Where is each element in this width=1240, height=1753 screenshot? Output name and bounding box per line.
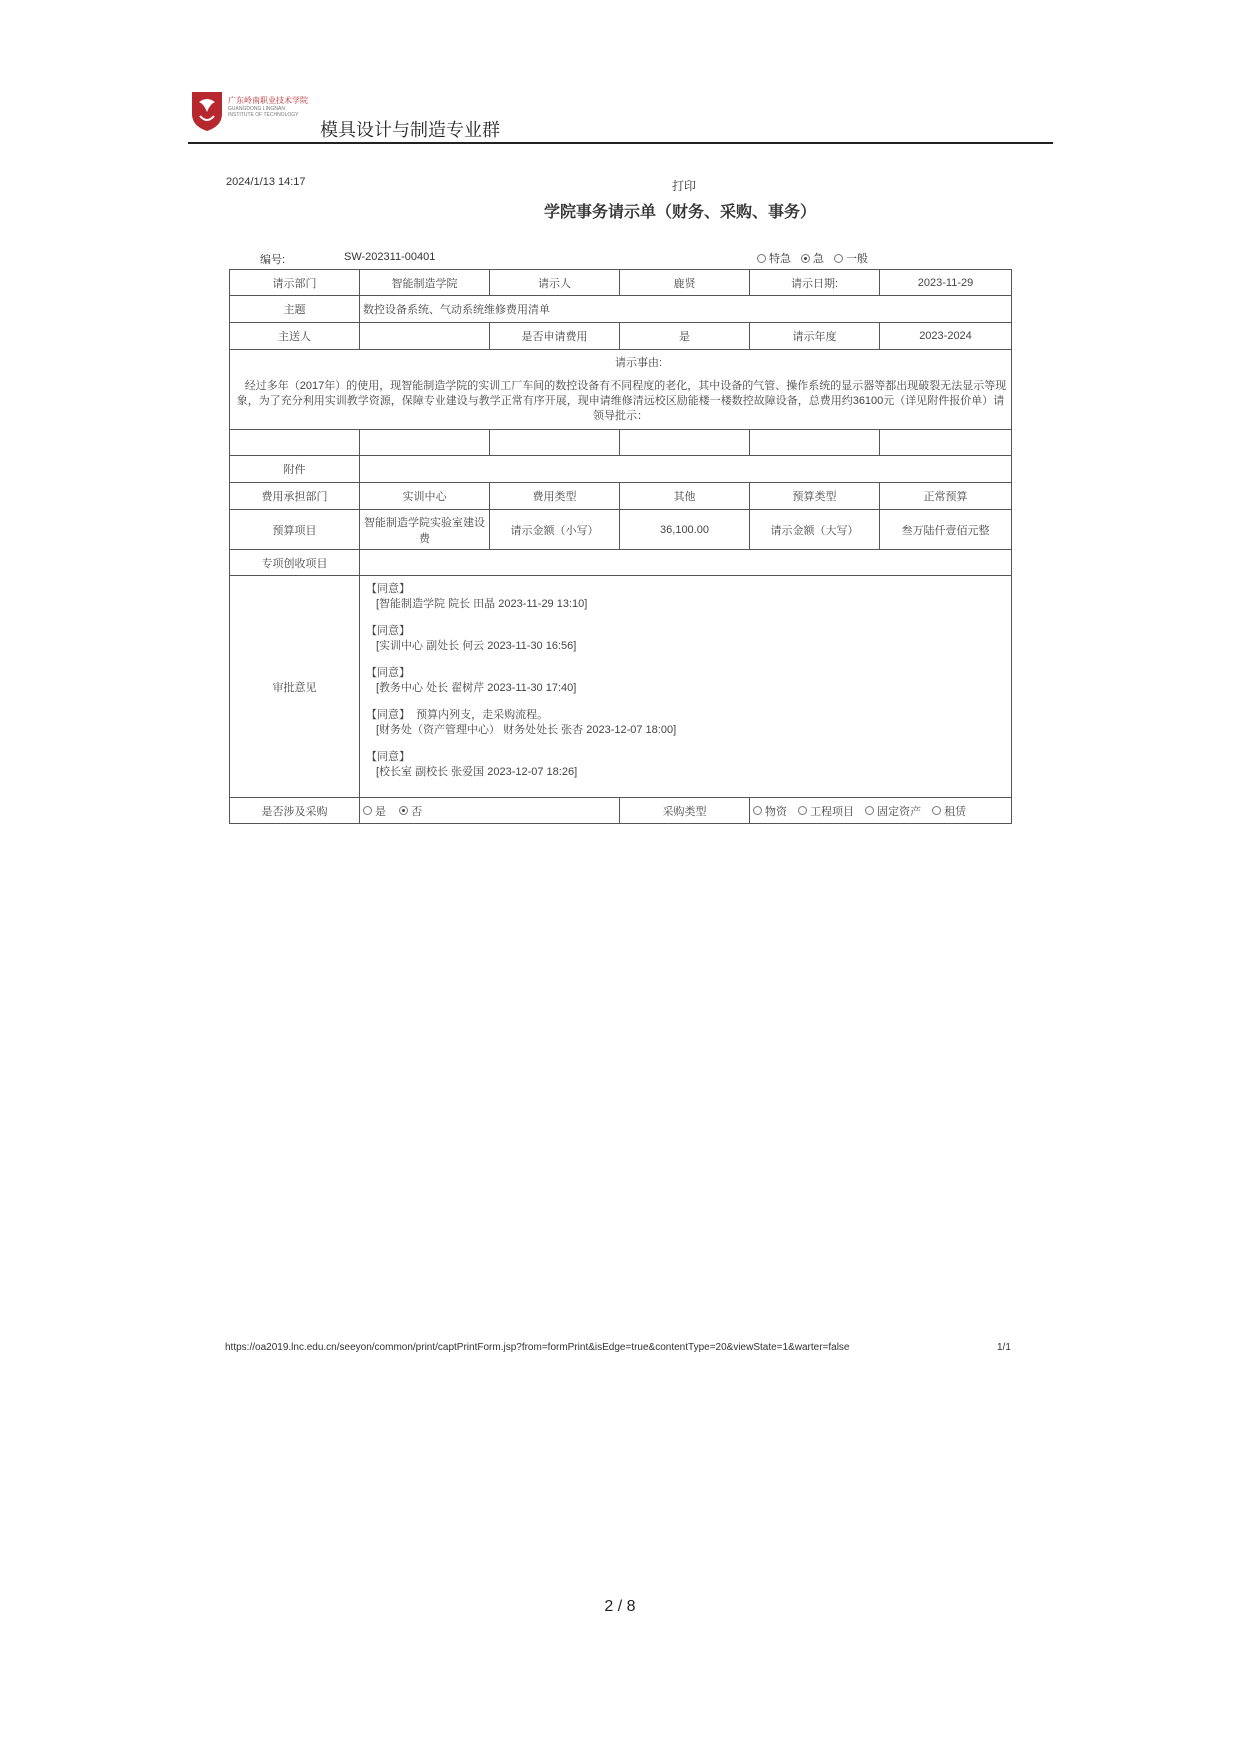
cost-type-value: 其他 bbox=[620, 483, 750, 510]
procurement-type-options bbox=[750, 798, 1012, 824]
approval-note: 预算内列支，走采购流程。 bbox=[416, 709, 549, 721]
empty-cell bbox=[230, 430, 360, 456]
year-value: 2023-2024 bbox=[880, 323, 1012, 350]
form-number-value: SW-202311-00401 bbox=[344, 251, 436, 263]
year-label: 请示年度 bbox=[750, 323, 880, 350]
approval-tag: 【同意】 bbox=[366, 583, 410, 595]
urgency-option-normal[interactable] bbox=[834, 250, 868, 266]
table-row bbox=[230, 350, 1012, 430]
radio-icon bbox=[865, 806, 874, 815]
table-row bbox=[230, 510, 1012, 550]
approval-entry bbox=[366, 624, 1005, 654]
print-label: 打印 bbox=[672, 179, 697, 193]
urgency-radio-group bbox=[757, 250, 868, 266]
reason-label: 请示事由: bbox=[614, 357, 663, 369]
procurement-type-fixed-asset[interactable] bbox=[865, 803, 921, 819]
procurement-type-label: 工程项目 bbox=[810, 805, 855, 818]
empty-cell bbox=[750, 430, 880, 456]
dept-value: 智能制造学院 bbox=[360, 270, 490, 296]
radio-icon bbox=[798, 806, 807, 815]
approval-signer: [财务处（资产管理中心） 财务处处长 张杏 2023-12-07 18:00] bbox=[376, 724, 677, 736]
subject-label: 主题 bbox=[230, 296, 360, 323]
procurement-type-goods[interactable] bbox=[753, 803, 787, 819]
approval-entry bbox=[366, 582, 1005, 612]
radio-icon bbox=[834, 254, 843, 263]
date-value: 2023-11-29 bbox=[880, 270, 1012, 296]
procurement-option-label: 否 bbox=[411, 805, 423, 818]
requester-label: 请示人 bbox=[490, 270, 620, 296]
table-row bbox=[230, 550, 1012, 576]
print-footer-page: 1/1 bbox=[997, 1342, 1011, 1353]
empty-cell bbox=[360, 430, 490, 456]
apply-fee-value: 是 bbox=[620, 323, 750, 350]
amount-big-label: 请示金额（大写） bbox=[750, 510, 880, 550]
budget-item-link[interactable]: 智能制造学院实验室建设费 bbox=[360, 510, 490, 550]
form-number-label: 编号: bbox=[260, 254, 286, 266]
approval-entry bbox=[366, 708, 1005, 738]
approval-opinions bbox=[360, 576, 1012, 798]
table-row bbox=[230, 323, 1012, 350]
approval-tag: 【同意】 bbox=[366, 667, 410, 679]
approval-tag: 【同意】 bbox=[366, 751, 410, 763]
approval-signer: [校长室 副校长 张爱国 2023-12-07 18:26] bbox=[376, 766, 578, 778]
urgency-option-label: 一般 bbox=[846, 253, 868, 265]
table-row bbox=[230, 270, 1012, 296]
approval-signer: [教务中心 处长 翟树芹 2023-11-30 17:40] bbox=[376, 682, 577, 694]
table-row bbox=[230, 456, 1012, 483]
amount-big-value: 叁万陆仟壹佰元整 bbox=[880, 510, 1012, 550]
radio-icon bbox=[363, 806, 372, 815]
urgency-option-special[interactable] bbox=[757, 250, 791, 266]
attachment-label: 附件 bbox=[230, 456, 360, 483]
urgency-option-label: 特急 bbox=[769, 253, 791, 265]
amount-small-value: 36,100.00 bbox=[620, 510, 750, 550]
header-divider bbox=[188, 142, 1053, 144]
school-logo bbox=[190, 90, 224, 132]
procurement-type-label: 采购类型 bbox=[620, 798, 750, 824]
cost-dept-value: 实训中心 bbox=[360, 483, 490, 510]
form-title: 学院事务请示单（财务、采购、事务） bbox=[543, 204, 816, 221]
procurement-type-label: 租赁 bbox=[944, 805, 967, 818]
subject-value: 数控设备系统、气动系统维修费用清单 bbox=[360, 296, 1012, 323]
page-counter: 2 / 8 bbox=[604, 1598, 636, 1615]
approval-entry bbox=[366, 750, 1005, 780]
table-row bbox=[230, 576, 1012, 798]
reason-cell bbox=[230, 350, 1012, 430]
requester-value: 鹿贤 bbox=[620, 270, 750, 296]
table-row bbox=[230, 483, 1012, 510]
approval-tag: 【同意】 bbox=[366, 625, 410, 637]
professional-group-name: 模具设计与制造专业群 bbox=[320, 120, 500, 140]
empty-cell bbox=[880, 430, 1012, 456]
procurement-label: 是否涉及采购 bbox=[230, 798, 360, 824]
school-name-en bbox=[228, 106, 298, 118]
procurement-type-label: 固定资产 bbox=[877, 805, 922, 818]
special-project-label: 专项创收项目 bbox=[230, 550, 360, 576]
table-row bbox=[230, 798, 1012, 824]
radio-icon bbox=[932, 806, 941, 815]
cc-value bbox=[360, 323, 490, 350]
approval-signer: [实训中心 副处长 何云 2023-11-30 16:56] bbox=[376, 640, 577, 652]
urgency-option-label: 急 bbox=[813, 253, 824, 265]
procurement-option-yes[interactable] bbox=[363, 803, 386, 819]
procurement-type-engineering[interactable] bbox=[798, 803, 854, 819]
radio-selected-icon bbox=[399, 806, 408, 815]
cost-type-label: 费用类型 bbox=[490, 483, 620, 510]
date-label: 请示日期: bbox=[750, 270, 880, 296]
table-row bbox=[230, 430, 1012, 456]
cost-dept-label: 费用承担部门 bbox=[230, 483, 360, 510]
dept-label: 请示部门 bbox=[230, 270, 360, 296]
empty-cell bbox=[490, 430, 620, 456]
print-datetime: 2024/1/13 14:17 bbox=[226, 176, 306, 188]
procurement-type-lease[interactable] bbox=[932, 803, 966, 819]
school-name-cn: 广东岭南职业技术学院 bbox=[228, 96, 308, 105]
procurement-option-no[interactable] bbox=[399, 803, 422, 819]
school-name-en-line-2: INSTITUTE OF TECHNOLOGY bbox=[228, 112, 299, 118]
print-footer-url: https://oa2019.lnc.edu.cn/seeyon/common/print/captPrintForm.jsp?from=formPrint&isEdge=true&contentType=20&viewState=1&warter=false bbox=[225, 1342, 850, 1353]
radio-selected-icon bbox=[801, 254, 810, 263]
table-row bbox=[230, 296, 1012, 323]
budget-type-value: 正常预算 bbox=[880, 483, 1012, 510]
procurement-type-label: 物资 bbox=[765, 805, 787, 818]
request-form-table bbox=[229, 269, 1012, 824]
reason-text: 经过多年（2017年）的使用，现智能制造学院的实训工厂车间的数控设备有不同程度的老化，其中设备的气管、操作系统的显示器等都出现破裂无法显示等现象，为了充分利用实训教学资源，保障专业建设与教学正常有序开展，现申请维修清远校区励能楼一楼数控故障设备，总费用约36100元（详见附件报价单）请领导批示： bbox=[236, 380, 1007, 422]
radio-icon bbox=[753, 806, 762, 815]
school-name-en-line-1: GUANGDONG LINGNAN bbox=[228, 106, 285, 112]
approval-tag: 【同意】 bbox=[366, 709, 410, 721]
approval-label: 审批意见 bbox=[230, 576, 360, 798]
amount-small-label: 请示金额（小写） bbox=[490, 510, 620, 550]
procurement-option-label: 是 bbox=[375, 805, 386, 818]
urgency-option-urgent[interactable] bbox=[801, 250, 824, 266]
procurement-options bbox=[360, 798, 620, 824]
special-project-value bbox=[360, 550, 1012, 576]
cc-label: 主送人 bbox=[230, 323, 360, 350]
apply-fee-label: 是否申请费用 bbox=[490, 323, 620, 350]
approval-entry bbox=[366, 666, 1005, 696]
approval-signer: [智能制造学院 院长 田晶 2023-11-29 13:10] bbox=[376, 598, 588, 610]
radio-icon bbox=[757, 254, 766, 263]
attachment-value bbox=[360, 456, 1012, 483]
budget-item-label: 预算项目 bbox=[230, 510, 360, 550]
empty-cell bbox=[620, 430, 750, 456]
budget-type-label: 预算类型 bbox=[750, 483, 880, 510]
